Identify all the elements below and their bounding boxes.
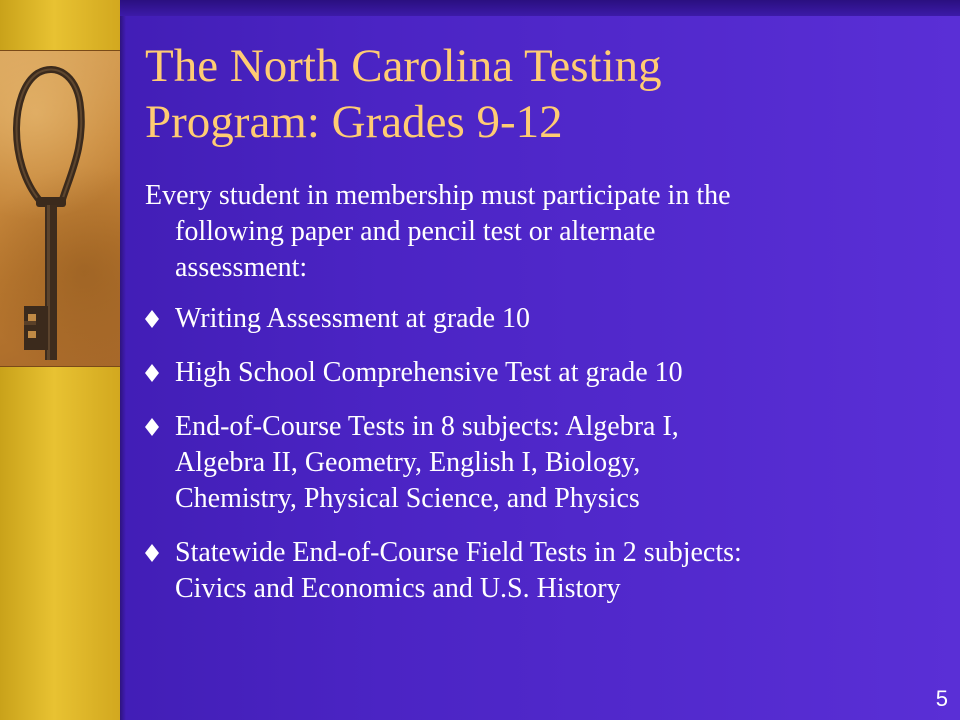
top-band [120,0,960,16]
bullet-text: Algebra II, Geometry, English I, Biology, [175,447,641,478]
bullet-item [145,535,945,607]
title-line-2: Program: Grades 9-12 [145,96,563,148]
page-number: 5 [935,686,948,711]
intro-line: assessment: [175,252,308,283]
bullet-list [145,301,945,607]
bullet-text: Writing Assessment at grade 10 [175,303,531,334]
bullet-text: End-of-Course Tests in 8 subjects: Algebra I, [175,411,679,442]
bullet-item [145,301,945,337]
key-icon [0,51,120,366]
intro-line: following paper and pencil test or alternate [175,216,656,247]
title-line-1: The North Carolina Testing [145,40,662,92]
slide-title [145,38,935,150]
bullet-text: Statewide End-of-Course Field Tests in 2 subjects: [175,537,742,568]
intro-paragraph [145,178,945,286]
intro-line: Every student in membership must participate in the [145,180,731,211]
slide-body [145,178,945,625]
bullet-item [145,355,945,391]
diamond-bullet-icon [145,364,159,382]
diamond-bullet-icon [145,544,159,562]
diamond-bullet-icon [145,310,159,328]
diamond-bullet-icon [145,418,159,436]
bullet-text: Civics and Economics and U.S. History [175,573,621,604]
bullet-text: High School Comprehensive Test at grade 10 [175,357,683,388]
bullet-item [145,409,945,517]
old-key-photo [0,50,120,367]
bullet-text: Chemistry, Physical Science, and Physics [175,483,640,514]
left-bar-shadow [120,0,126,720]
